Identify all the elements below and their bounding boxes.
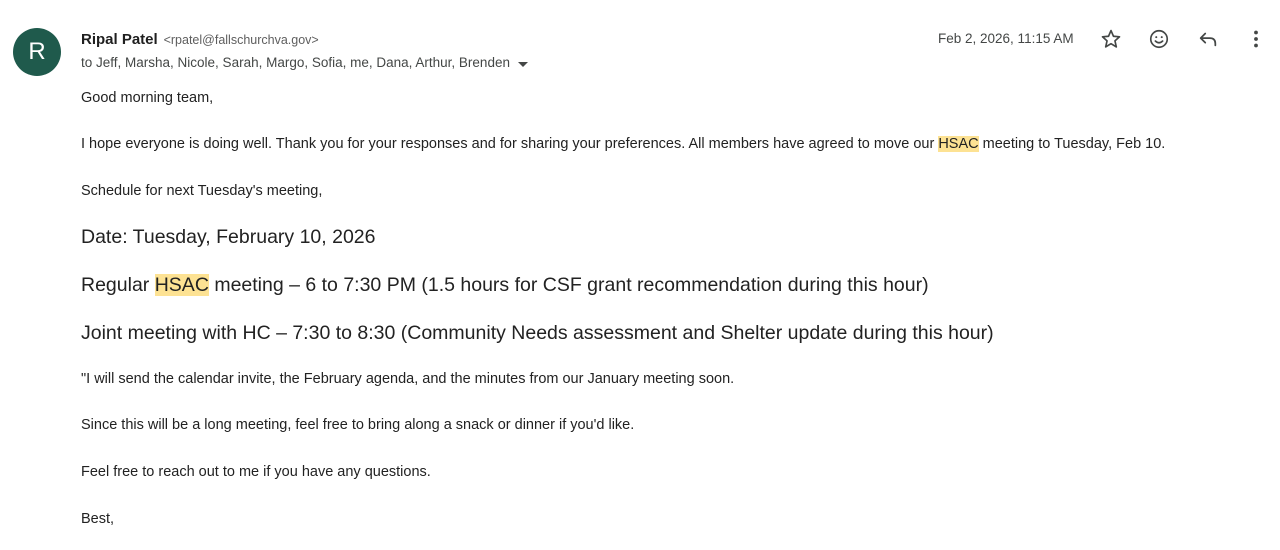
joint-meeting-line: Joint meeting with HC – 7:30 to 8:30 (Community Needs assessment and Shelter update during this hour) [81,322,994,344]
greeting-line: Good morning team, [81,90,214,106]
snack-line: Since this will be a long meeting, feel free to bring along a snack or dinner if you'd like. [81,417,635,433]
regular-meeting-line [81,273,1270,297]
more-vert-icon[interactable] [1244,27,1268,51]
sender-name[interactable]: Ripal Patel [81,31,158,48]
calendar-invite-line: "I will send the calendar invite, the February agenda, and the minutes from our January meeting soon. [81,371,735,387]
show-details-caret-icon[interactable] [518,62,528,67]
regular-text-end: meeting – 6 to 7:30 PM (1.5 hours for CSF grant recommendation during this hour) [208,274,929,296]
avatar-letter: R [28,38,46,65]
intro-text-end: meeting to Tuesday, Feb 10. [978,136,1166,152]
meeting-date-line: Date: Tuesday, February 10, 2026 [81,226,376,248]
recipients-list: to Jeff, Marsha, Nicole, Sarah, Margo, Sofia, me, Dana, Arthur, Brenden [81,55,510,70]
recipients-line [81,53,528,73]
regular-text-start: Regular [81,274,155,296]
emoji-reaction-icon[interactable] [1147,27,1171,51]
sender-line [81,29,319,50]
email-header [81,29,1280,77]
intro-paragraph [81,135,1270,153]
star-icon[interactable] [1099,27,1123,51]
reply-icon[interactable] [1196,27,1220,51]
intro-text-start: I hope everyone is doing well. Thank you for your responses and for sharing your preferences. All members have agreed to move our [81,136,939,152]
hsac-highlight: HSAC [938,136,979,152]
hsac-highlight: HSAC [154,274,209,296]
email-date: Feb 2, 2026, 11:15 AM [938,31,1074,46]
sender-avatar[interactable] [13,28,61,76]
sender-email[interactable]: <rpatel@fallschurchva.gov> [163,33,319,47]
closing-line: Best, [81,511,115,527]
reach-out-line: Feel free to reach out to me if you have any questions. [81,464,431,480]
schedule-intro-line: Schedule for next Tuesday's meeting, [81,183,323,199]
